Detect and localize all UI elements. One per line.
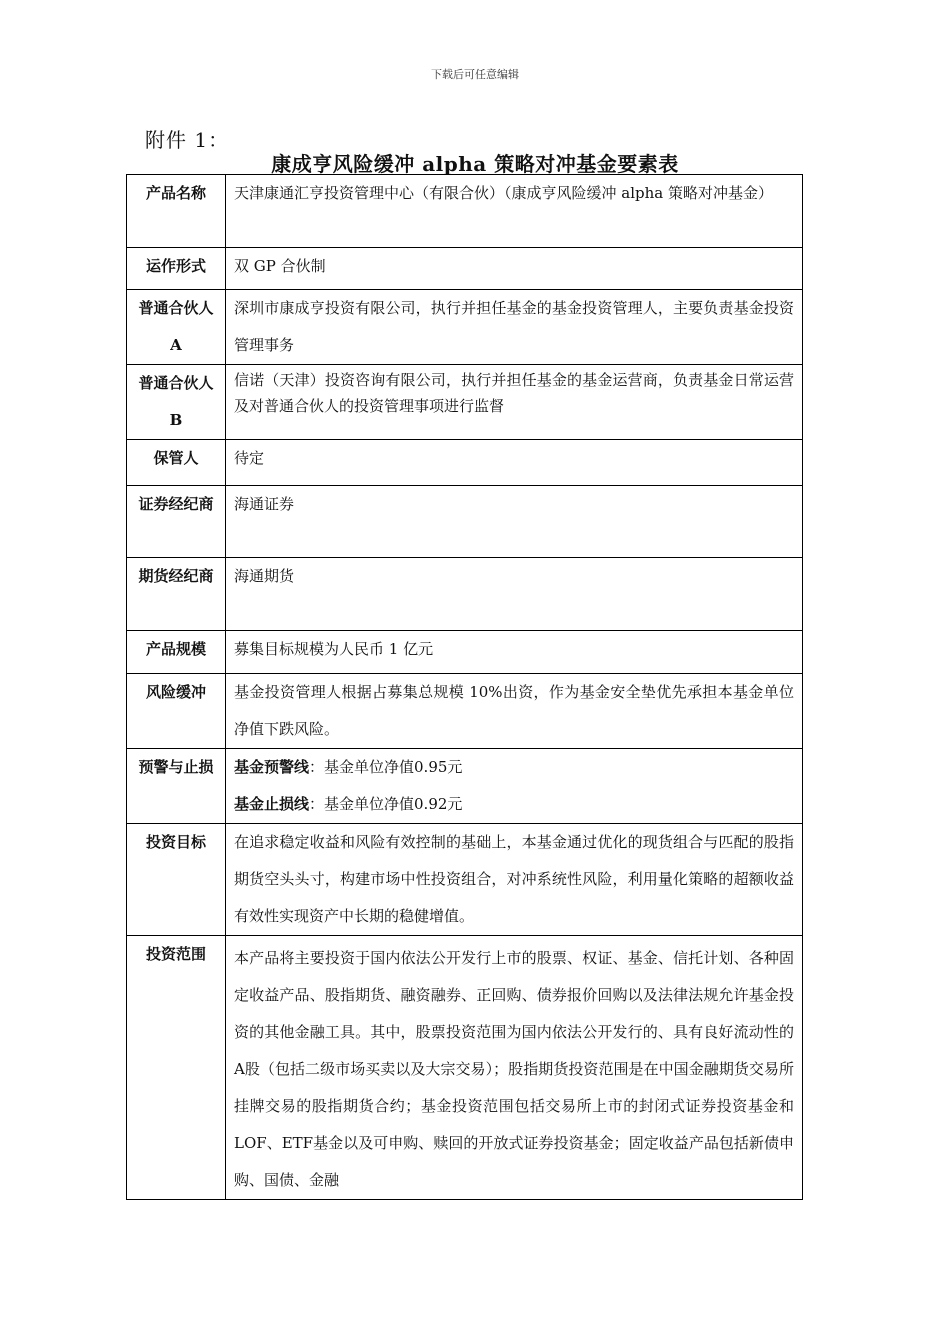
table-row xyxy=(127,936,803,1200)
row-label: 投资范围 xyxy=(127,936,226,1200)
table-row xyxy=(127,824,803,936)
table-row xyxy=(127,558,803,631)
document-title: 康成亨风险缓冲 alpha 策略对冲基金要素表 xyxy=(271,152,679,176)
header-note: 下载后可任意编辑 xyxy=(431,68,519,81)
table-row xyxy=(127,290,803,365)
row-label: 证券经纪商 xyxy=(127,486,226,558)
row-label: 产品名称 xyxy=(127,175,226,248)
row-label: 运作形式 xyxy=(127,248,226,290)
row-value: 双 GP 合伙制 xyxy=(226,248,803,290)
row-value: 天津康通汇亨投资管理中心（有限合伙）（康成亨风险缓冲 alpha 策略对冲基金） xyxy=(226,175,803,248)
attachment-label: 附件 1： xyxy=(145,128,230,152)
row-value: 深圳市康成亨投资有限公司，执行并担任基金的基金投资管理人，主要负责基金投资管理事务 xyxy=(226,290,803,365)
table-row xyxy=(127,631,803,674)
row-label: 普通合伙人 A xyxy=(127,290,226,365)
row-value: 待定 xyxy=(226,440,803,486)
table-row xyxy=(127,749,803,824)
row-value: 募集目标规模为人民币 1 亿元 xyxy=(226,631,803,674)
row-label: 风险缓冲 xyxy=(127,674,226,749)
row-label: 投资目标 xyxy=(127,824,226,936)
stop-loss-line-value: ：基金单位净值0.92元 xyxy=(309,795,463,813)
row-value: 基金投资管理人根据占募集总规模 10%出资，作为基金安全垫优先承担本基金单位净值下跌风险。 xyxy=(226,674,803,749)
warning-line-label: 基金预警线 xyxy=(234,758,310,776)
row-label: 普通合伙人 B xyxy=(127,365,226,440)
row-value: 海通证券 xyxy=(226,486,803,558)
fund-spec-table xyxy=(126,174,803,1200)
table-row xyxy=(127,486,803,558)
stop-loss-line xyxy=(234,786,794,823)
warning-value-cell xyxy=(226,749,803,824)
table-row xyxy=(127,440,803,486)
row-label: 保管人 xyxy=(127,440,226,486)
row-value: 在追求稳定收益和风险有效控制的基础上，本基金通过优化的现货组合与匹配的股指期货空头头寸，构建市场中性投资组合，对冲系统性风险，利用量化策略的超额收益有效性实现资产中长期的稳健增值。 xyxy=(226,824,803,936)
stop-loss-line-label: 基金止损线 xyxy=(234,795,310,813)
warning-line xyxy=(234,749,794,786)
table-row xyxy=(127,175,803,248)
row-label: 预警与止损 xyxy=(127,749,226,824)
row-label: 期货经纪商 xyxy=(127,558,226,631)
row-label: 产品规模 xyxy=(127,631,226,674)
row-value: 本产品将主要投资于国内依法公开发行上市的股票、权证、基金、信托计划、各种固定收益产品、股指期货、融资融券、正回购、债券报价回购以及法律法规允许基金投资的其他金融工具。其中，股票投资范围为国内依法公开发行的、具有良好流动性的A股（包括二级市场买卖以及大宗交易）；股指期货投资范围是在中国金融期货交易所挂牌交易的股指期货合约；基金投资范围包括交易所上市的封闭式证券投资基金和LOF、ETF基金以及可申购、赎回的开放式证券投资基金；固定收益产品包括新债申购、国债、金融 xyxy=(226,936,803,1200)
warning-line-value: ：基金单位净值0.95元 xyxy=(309,758,463,776)
table-row xyxy=(127,365,803,440)
row-value: 海通期货 xyxy=(226,558,803,631)
row-value: 信诺（天津）投资咨询有限公司，执行并担任基金的基金运营商，负责基金日常运营及对普通合伙人的投资管理事项进行监督 xyxy=(226,365,803,440)
table-row xyxy=(127,674,803,749)
table-row xyxy=(127,248,803,290)
